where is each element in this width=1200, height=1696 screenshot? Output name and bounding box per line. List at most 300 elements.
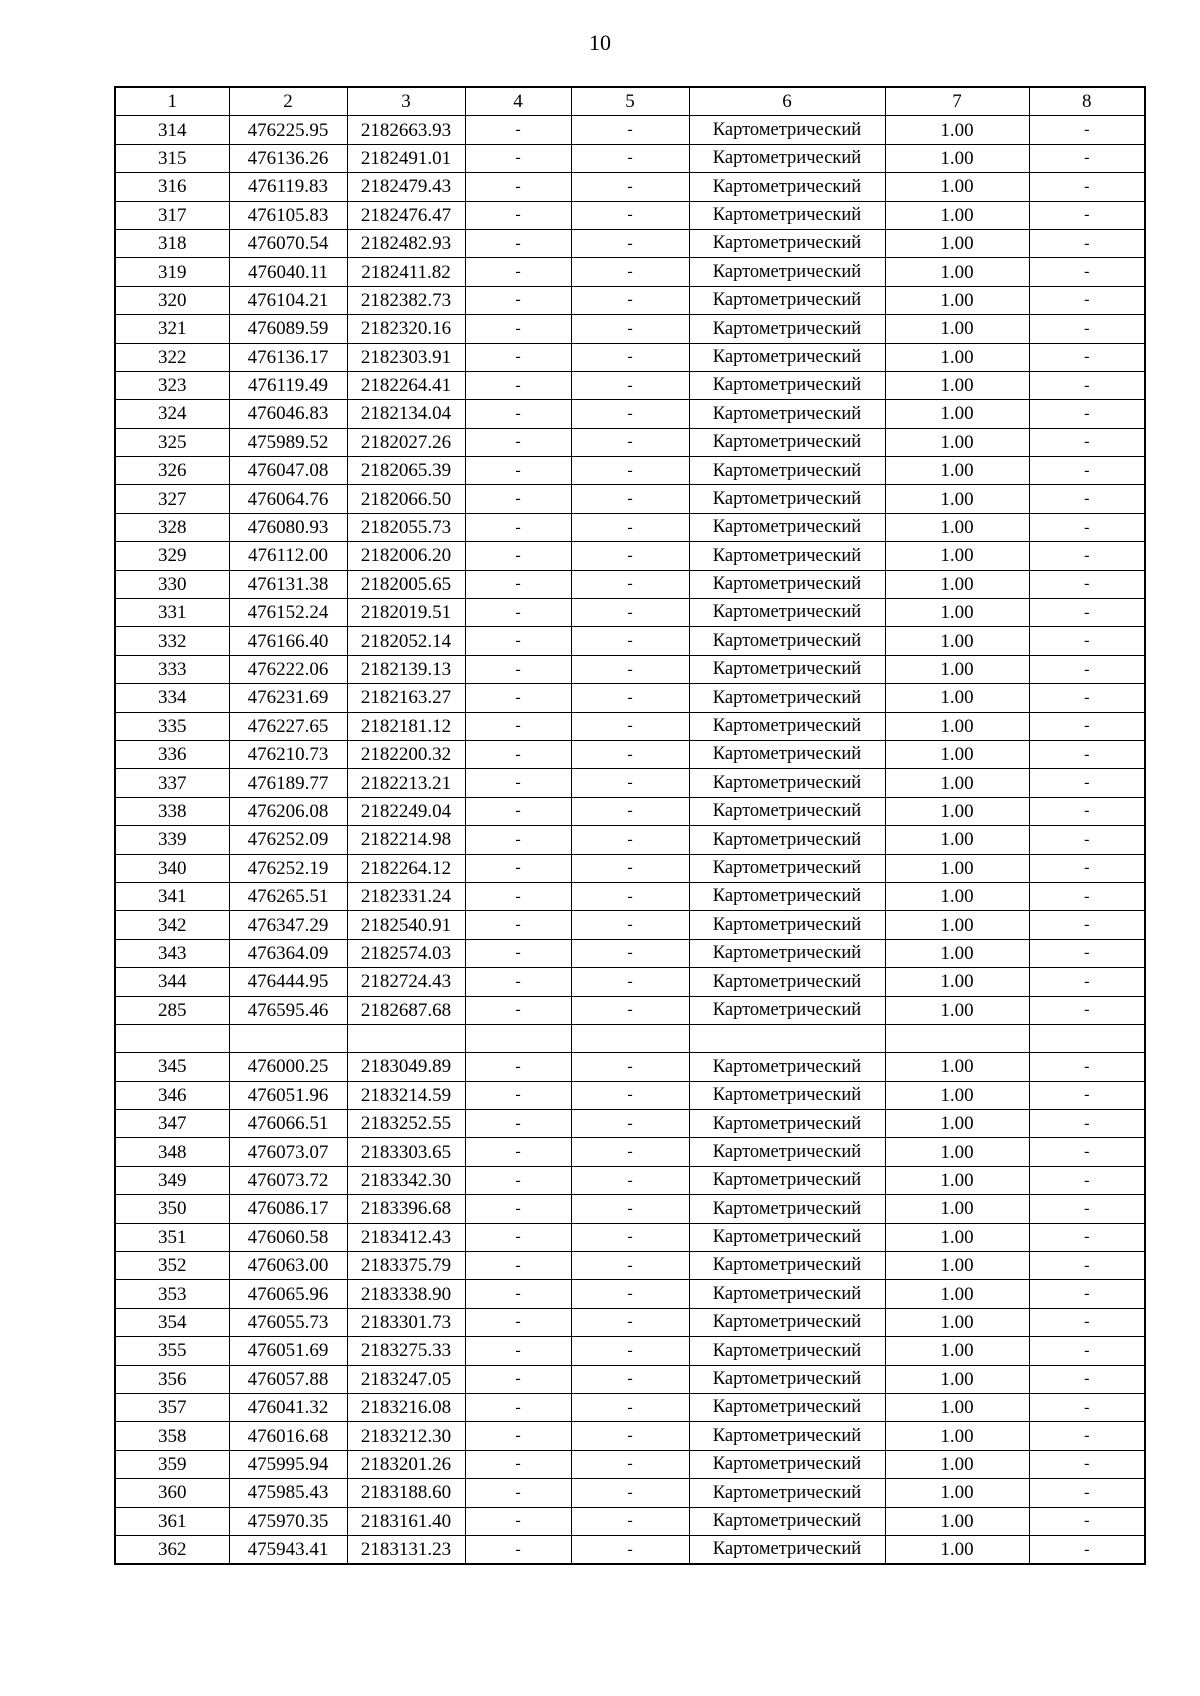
table-row [115,797,1145,825]
cell-x-coordinate: 475995.94 [229,1450,347,1478]
cell-point-number: 340 [115,854,229,882]
cell-y-coordinate: 2182134.04 [347,400,465,428]
cell-y-coordinate: 2182006.20 [347,542,465,570]
cell-precision: 1.00 [885,400,1029,428]
cell-point-number: 347 [115,1110,229,1138]
cell-col-8: - [1029,911,1145,939]
cell-point-number: 362 [115,1535,229,1564]
cell-method: Картометрический [689,1308,885,1336]
cell-y-coordinate: 2182005.65 [347,570,465,598]
cell-point-number: 357 [115,1393,229,1421]
cell-x-coordinate: 476444.95 [229,968,347,996]
cell-method: Картометрический [689,173,885,201]
cell-col-8: - [1029,1195,1145,1223]
cell-col-5: - [571,769,689,797]
cell-x-coordinate: 476252.19 [229,854,347,882]
table-row [115,542,1145,570]
cell-method: Картометрический [689,229,885,257]
cell-col-4: - [465,1110,571,1138]
cell-col-8: - [1029,1535,1145,1564]
cell-point-number: 315 [115,144,229,172]
cell-precision: 1.00 [885,1365,1029,1393]
cell-precision: 1.00 [885,343,1029,371]
cell-x-coordinate: 476210.73 [229,740,347,768]
cell-col-4: - [465,968,571,996]
cell-x-coordinate: 476066.51 [229,1110,347,1138]
cell-col-5: - [571,712,689,740]
cell-x-coordinate: 476055.73 [229,1308,347,1336]
cell-col-5: - [571,201,689,229]
cell-x-coordinate: 476051.69 [229,1337,347,1365]
cell-precision: 1.00 [885,1337,1029,1365]
cell-y-coordinate: 2182019.51 [347,599,465,627]
cell-col-5: - [571,826,689,854]
cell-x-coordinate: 476189.77 [229,769,347,797]
cell-col-8: - [1029,116,1145,144]
cell-col-4: - [465,911,571,939]
table-row [115,1450,1145,1478]
cell-point-number: 317 [115,201,229,229]
cell-col-5: - [571,968,689,996]
cell-method: Картометрический [689,286,885,314]
cell-col-4: - [465,1252,571,1280]
cell-method: Картометрический [689,1166,885,1194]
cell-y-coordinate: 2183275.33 [347,1337,465,1365]
cell-precision: 1.00 [885,1393,1029,1421]
cell-col-5: - [571,939,689,967]
cell-point-number: 353 [115,1280,229,1308]
cell-col-4: - [465,655,571,683]
cell-method: Картометрический [689,258,885,286]
cell-col-8: - [1029,229,1145,257]
cell-method: Картометрический [689,1479,885,1507]
cell-col-8: - [1029,457,1145,485]
cell-col-5: - [571,1252,689,1280]
cell-point-number: 318 [115,229,229,257]
cell-x-coordinate: 475970.35 [229,1507,347,1535]
table-row [115,457,1145,485]
table-row [115,1280,1145,1308]
cell-method: Картометрический [689,655,885,683]
cell-x-coordinate: 476131.38 [229,570,347,598]
cell-col-5: - [571,627,689,655]
cell-point-number: 354 [115,1308,229,1336]
column-header-8: 8 [1029,87,1145,116]
cell-col-5: - [571,1053,689,1081]
column-header-3: 3 [347,87,465,116]
cell-point-number: 344 [115,968,229,996]
cell-x-coordinate: 476080.93 [229,513,347,541]
cell-col-8: - [1029,1138,1145,1166]
cell-col-4: - [465,1053,571,1081]
cell-y-coordinate: 2183049.89 [347,1053,465,1081]
cell-method: Картометрический [689,627,885,655]
column-header-5: 5 [571,87,689,116]
cell-y-coordinate: 2183396.68 [347,1195,465,1223]
cell-col-8: - [1029,513,1145,541]
cell-col-8: - [1029,201,1145,229]
cell-col-4: - [465,1081,571,1109]
cell-precision: 1.00 [885,740,1029,768]
table-row [115,144,1145,172]
cell-col-5: - [571,1223,689,1251]
table-row [115,315,1145,343]
table-row [115,1081,1145,1109]
cell-x-coordinate: 476064.76 [229,485,347,513]
cell-point-number: 331 [115,599,229,627]
cell-col-5: - [571,485,689,513]
cell-col-5: - [571,1507,689,1535]
cell-precision: 1.00 [885,797,1029,825]
cell-col-5: - [571,343,689,371]
cell-y-coordinate: 2182724.43 [347,968,465,996]
table-row [115,939,1145,967]
cell-y-coordinate: 2182139.13 [347,655,465,683]
cell-method: Картометрический [689,1081,885,1109]
cell-col-8: - [1029,1479,1145,1507]
cell-point-number: 314 [115,116,229,144]
cell-col-8: - [1029,1450,1145,1478]
cell-col-4: - [465,315,571,343]
cell-col-5: - [571,1535,689,1564]
cell-x-coordinate: 476060.58 [229,1223,347,1251]
cell-precision: 1.00 [885,627,1029,655]
cell-col-8: - [1029,1110,1145,1138]
coordinates-table [114,86,1146,1565]
cell-point-number: 358 [115,1422,229,1450]
table-row [115,826,1145,854]
cell-x-coordinate: 476119.49 [229,371,347,399]
cell-col-8: - [1029,599,1145,627]
table-row [115,996,1145,1024]
cell-col-5: - [571,371,689,399]
cell-method: Картометрический [689,428,885,456]
cell-col-5: - [571,1280,689,1308]
cell-x-coordinate: 476105.83 [229,201,347,229]
cell-x-coordinate: 476104.21 [229,286,347,314]
table-row [115,1308,1145,1336]
cell-method: Картометрический [689,1422,885,1450]
table-row [115,1223,1145,1251]
cell-precision: 1.00 [885,655,1029,683]
cell-col-5: - [571,740,689,768]
cell-y-coordinate: 2183303.65 [347,1138,465,1166]
table-row [115,258,1145,286]
cell-point-number: 316 [115,173,229,201]
cell-col-5: - [571,457,689,485]
cell-point-number: 339 [115,826,229,854]
cell-method: Картометрический [689,769,885,797]
cell-point-number: 321 [115,315,229,343]
cell-col-5: - [571,286,689,314]
cell-col-5: - [571,996,689,1024]
cell-col-5: - [571,1479,689,1507]
cell-method: Картометрический [689,144,885,172]
cell-method: Картометрический [689,911,885,939]
cell-method: Картометрический [689,1365,885,1393]
cell-col-4: - [465,797,571,825]
table-row [115,655,1145,683]
cell-col-5: - [571,542,689,570]
cell-col-4: - [465,485,571,513]
cell-point-number: 332 [115,627,229,655]
cell-col-8: - [1029,1053,1145,1081]
cell-y-coordinate: 2182411.82 [347,258,465,286]
cell-col-4: - [465,1166,571,1194]
cell-precision: 1.00 [885,428,1029,456]
cell-method: Картометрический [689,1280,885,1308]
cell-col-4: - [465,854,571,882]
cell-x-coordinate: 476047.08 [229,457,347,485]
cell-precision: 1.00 [885,570,1029,598]
cell-method: Картометрический [689,1053,885,1081]
cell-col-4: - [465,258,571,286]
cell-col-4: - [465,996,571,1024]
cell-x-coordinate: 475989.52 [229,428,347,456]
cell-x-coordinate: 476227.65 [229,712,347,740]
cell-point-number: 349 [115,1166,229,1194]
cell-method: Картометрический [689,939,885,967]
cell-precision: 1.00 [885,457,1029,485]
cell-y-coordinate: 2183201.26 [347,1450,465,1478]
table-row [115,911,1145,939]
cell-precision: 1.00 [885,1223,1029,1251]
cell-precision: 1.00 [885,1252,1029,1280]
cell-col-5: - [571,1450,689,1478]
cell-col-4: - [465,599,571,627]
cell-precision: 1.00 [885,229,1029,257]
cell-col-4: - [465,343,571,371]
cell-col-4: - [465,371,571,399]
cell-x-coordinate: 476046.83 [229,400,347,428]
cell-col-8: - [1029,542,1145,570]
cell-point-number: 325 [115,428,229,456]
cell-col-8: - [1029,996,1145,1024]
cell-precision: 1.00 [885,1450,1029,1478]
cell-col-5: - [571,1166,689,1194]
cell-precision: 1.00 [885,1166,1029,1194]
cell-point-number: 324 [115,400,229,428]
cell-col-8: - [1029,1252,1145,1280]
table-row [115,428,1145,456]
cell-col-4: - [465,570,571,598]
cell-col-8: - [1029,826,1145,854]
cell-precision: 1.00 [885,996,1029,1024]
cell-x-coordinate: 476225.95 [229,116,347,144]
cell-col-8: - [1029,1365,1145,1393]
cell-point-number: 319 [115,258,229,286]
cell-y-coordinate: 2182163.27 [347,684,465,712]
cell-precision: 1.00 [885,116,1029,144]
cell-precision: 1.00 [885,599,1029,627]
cell-col-8: - [1029,854,1145,882]
cell-col-4: - [465,740,571,768]
cell-x-coordinate: 476265.51 [229,882,347,910]
cell-point-number: 343 [115,939,229,967]
cell-col-4 [465,1024,571,1052]
table-row [115,570,1145,598]
cell-y-coordinate: 2182055.73 [347,513,465,541]
cell-point-number: 336 [115,740,229,768]
cell-precision: 1.00 [885,1422,1029,1450]
cell-col-4: - [465,1393,571,1421]
table-row [115,1166,1145,1194]
cell-col-5: - [571,1308,689,1336]
table-row [115,1393,1145,1421]
cell-precision: 1.00 [885,201,1029,229]
table-row [115,485,1145,513]
cell-x-coordinate: 476206.08 [229,797,347,825]
cell-y-coordinate: 2183301.73 [347,1308,465,1336]
cell-method: Картометрический [689,116,885,144]
cell-y-coordinate: 2182066.50 [347,485,465,513]
column-header-4: 4 [465,87,571,116]
cell-x-coordinate: 476347.29 [229,911,347,939]
cell-col-4: - [465,1308,571,1336]
cell-method: Картометрический [689,826,885,854]
cell-col-4: - [465,1450,571,1478]
cell-y-coordinate: 2182264.41 [347,371,465,399]
cell-method: Картометрический [689,315,885,343]
cell-col-8: - [1029,371,1145,399]
cell-point-number: 345 [115,1053,229,1081]
cell-col-8: - [1029,144,1145,172]
cell-x-coordinate: 476252.09 [229,826,347,854]
table-header-row [115,87,1145,116]
cell-point-number [115,1024,229,1052]
table-body [115,116,1145,1564]
cell-x-coordinate: 476089.59 [229,315,347,343]
cell-x-coordinate: 476364.09 [229,939,347,967]
cell-x-coordinate: 476166.40 [229,627,347,655]
table-row [115,1365,1145,1393]
cell-col-8: - [1029,173,1145,201]
cell-col-4: - [465,229,571,257]
cell-col-4: - [465,1195,571,1223]
table-row [115,1337,1145,1365]
cell-col-5: - [571,911,689,939]
cell-x-coordinate: 476041.32 [229,1393,347,1421]
cell-col-4: - [465,457,571,485]
cell-y-coordinate: 2182663.93 [347,116,465,144]
table-row [115,1507,1145,1535]
cell-point-number: 335 [115,712,229,740]
cell-col-4: - [465,826,571,854]
cell-col-4: - [465,116,571,144]
cell-x-coordinate: 476040.11 [229,258,347,286]
cell-col-8 [1029,1024,1145,1052]
cell-point-number: 322 [115,343,229,371]
cell-precision: 1.00 [885,286,1029,314]
cell-y-coordinate: 2182065.39 [347,457,465,485]
cell-col-5: - [571,570,689,598]
table-row [115,513,1145,541]
cell-method: Картометрический [689,599,885,627]
cell-col-4: - [465,1138,571,1166]
cell-col-4: - [465,1223,571,1251]
cell-col-8: - [1029,1337,1145,1365]
table-row [115,627,1145,655]
cell-method: Картометрический [689,542,885,570]
cell-col-4: - [465,542,571,570]
cell-precision: 1.00 [885,173,1029,201]
cell-x-coordinate [229,1024,347,1052]
cell-col-8: - [1029,1308,1145,1336]
cell-point-number: 327 [115,485,229,513]
cell-x-coordinate: 476070.54 [229,229,347,257]
cell-precision: 1.00 [885,1138,1029,1166]
cell-point-number: 320 [115,286,229,314]
cell-col-8: - [1029,400,1145,428]
cell-y-coordinate: 2183216.08 [347,1393,465,1421]
cell-y-coordinate: 2182214.98 [347,826,465,854]
cell-col-8: - [1029,797,1145,825]
cell-method: Картометрический [689,1507,885,1535]
cell-col-8: - [1029,1280,1145,1308]
cell-col-8: - [1029,1422,1145,1450]
cell-y-coordinate: 2182476.47 [347,201,465,229]
cell-precision: 1.00 [885,371,1029,399]
cell-method: Картометрический [689,1138,885,1166]
cell-point-number: 323 [115,371,229,399]
cell-x-coordinate: 476136.17 [229,343,347,371]
cell-col-4: - [465,144,571,172]
cell-x-coordinate: 476073.07 [229,1138,347,1166]
cell-col-8: - [1029,1081,1145,1109]
cell-point-number: 326 [115,457,229,485]
cell-x-coordinate: 476112.00 [229,542,347,570]
cell-x-coordinate: 475943.41 [229,1535,347,1564]
cell-col-8: - [1029,258,1145,286]
cell-col-5: - [571,229,689,257]
cell-col-4: - [465,1337,571,1365]
cell-method: Картометрический [689,1337,885,1365]
cell-col-4: - [465,712,571,740]
cell-x-coordinate: 475985.43 [229,1479,347,1507]
cell-col-8: - [1029,1223,1145,1251]
cell-col-4: - [465,400,571,428]
cell-precision: 1.00 [885,1081,1029,1109]
cell-point-number: 355 [115,1337,229,1365]
cell-col-4: - [465,1365,571,1393]
cell-col-8: - [1029,939,1145,967]
cell-x-coordinate: 476065.96 [229,1280,347,1308]
cell-method: Картометрический [689,570,885,598]
cell-method: Картометрический [689,1223,885,1251]
cell-col-4: - [465,769,571,797]
cell-col-4: - [465,1280,571,1308]
cell-y-coordinate: 2182303.91 [347,343,465,371]
table-row [115,712,1145,740]
cell-point-number: 352 [115,1252,229,1280]
cell-y-coordinate: 2182213.21 [347,769,465,797]
cell-method: Картометрический [689,854,885,882]
cell-method: Картометрический [689,968,885,996]
cell-y-coordinate: 2182181.12 [347,712,465,740]
cell-method: Картометрический [689,684,885,712]
cell-col-5: - [571,1365,689,1393]
cell-y-coordinate: 2183338.90 [347,1280,465,1308]
cell-point-number: 330 [115,570,229,598]
cell-col-5: - [571,655,689,683]
cell-col-5: - [571,684,689,712]
column-header-2: 2 [229,87,347,116]
cell-col-4: - [465,882,571,910]
cell-point-number: 328 [115,513,229,541]
cell-y-coordinate: 2182540.91 [347,911,465,939]
cell-col-5: - [571,315,689,343]
cell-precision: 1.00 [885,1195,1029,1223]
